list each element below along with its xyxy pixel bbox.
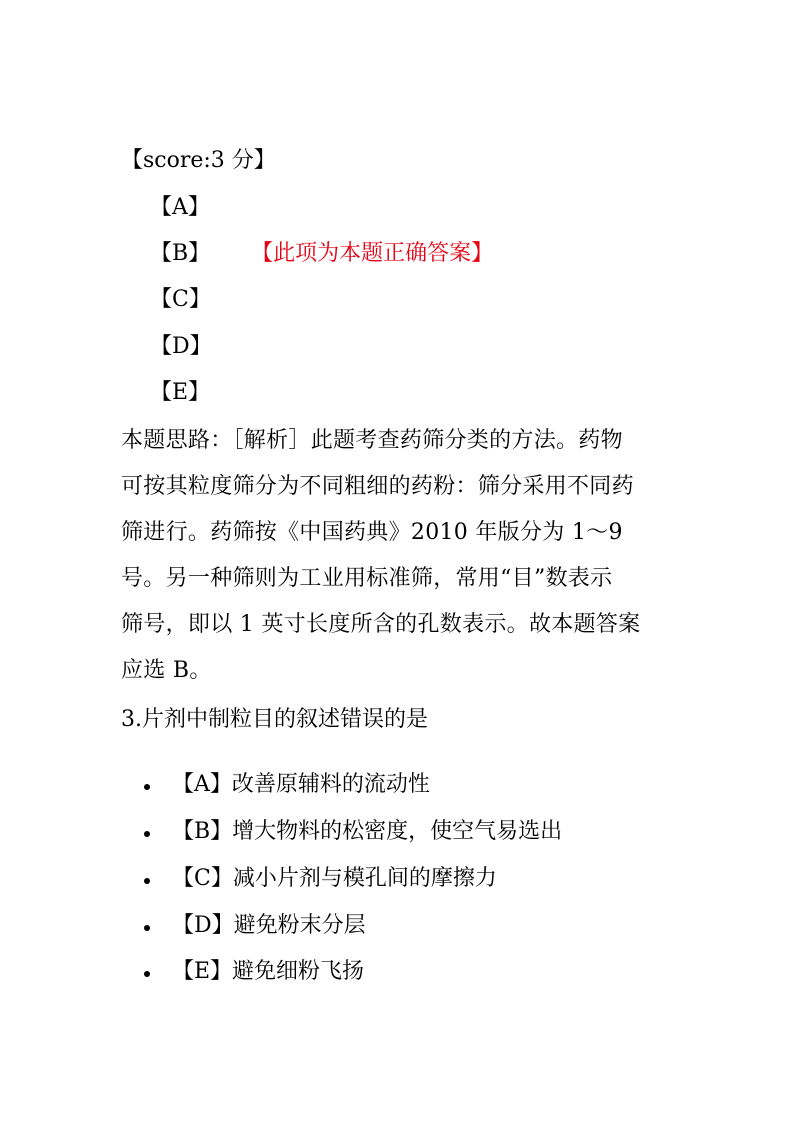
option-b-prev xyxy=(150,240,493,268)
option-item: 【D】避免粉末分层 xyxy=(172,912,366,940)
explanation xyxy=(121,418,681,694)
bullet-icon xyxy=(144,971,150,977)
score-label: 【score:3 分】 xyxy=(121,148,276,173)
option-e-prev: 【E】 xyxy=(150,380,211,405)
bullet-icon xyxy=(144,831,150,837)
bullet-icon xyxy=(144,878,150,884)
question-title: 3.片剂中制粒目的叙述错误的是 xyxy=(121,707,428,732)
explanation-line: 应选 B。 xyxy=(121,658,212,683)
explanation-line: 可按其粒度筛分为不同粗细的药粉：筛分采用不同药 xyxy=(121,474,634,499)
correct-answer-note: 【此项为本题正确答案】 xyxy=(251,241,494,266)
option-a-prev: 【A】 xyxy=(150,195,210,220)
option-b-label: 【B】 xyxy=(150,241,211,266)
bullet-icon xyxy=(144,784,150,790)
bullet-icon xyxy=(144,925,150,931)
option-d-prev: 【D】 xyxy=(150,334,212,359)
explanation-line: 筛进行。药筛按《中国药典》2010 年版分为 1～9 xyxy=(121,520,623,545)
option-item: 【B】增大物料的松密度，使空气易选出 xyxy=(172,818,562,846)
option-item: 【C】减小片剂与模孔间的摩擦力 xyxy=(172,865,497,893)
explanation-line: 本题思路：［解析］此题考查药筛分类的方法。药物 xyxy=(121,428,623,453)
explanation-line: 筛号，即以 1 英寸长度所含的孔数表示。故本题答案 xyxy=(121,612,641,637)
option-item: 【A】改善原辅料的流动性 xyxy=(172,771,430,799)
option-c-prev: 【C】 xyxy=(150,287,211,312)
explanation-line: 号。另一种筛则为工业用标准筛，常用“目”数表示 xyxy=(121,566,613,591)
option-item: 【E】避免细粉飞扬 xyxy=(172,958,364,986)
